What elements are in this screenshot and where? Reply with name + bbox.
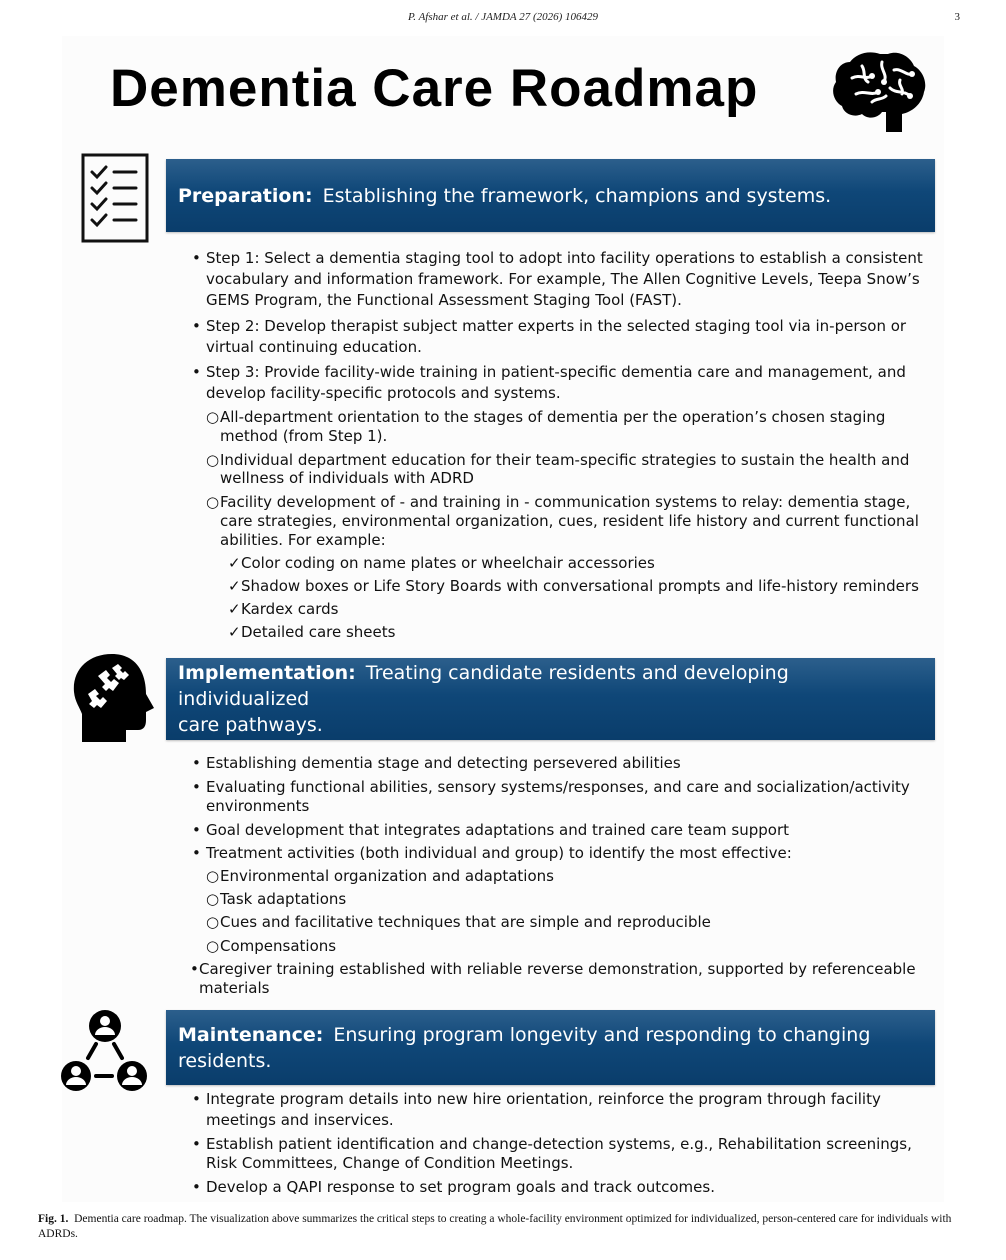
checklist-icon bbox=[80, 152, 150, 244]
maintenance-text-line1: Ensuring program longevity and responding to changing bbox=[333, 1023, 871, 1046]
sub-bullet: ○ bbox=[206, 493, 220, 511]
bullet: • bbox=[192, 754, 201, 772]
sub-bullet: ○ bbox=[206, 890, 220, 908]
running-head: P. Afshar et al. / JAMDA 27 (2026) 106429 bbox=[407, 11, 599, 23]
check-mark-icon: ✓ bbox=[228, 600, 241, 618]
caption-text: Dementia care roadmap. The visualization above summarizes the critical steps to creating a whole-facility environment optimized for individualized, person-centered care for individuals with ADRDs. bbox=[38, 1213, 952, 1240]
implementation-label: Implementation: bbox=[178, 662, 356, 684]
sub-bullet: ○ bbox=[206, 937, 220, 955]
sub3-line2: care strategies, environmental organization, cues, resident life history and current functional bbox=[220, 512, 919, 530]
bullet: • bbox=[190, 960, 199, 978]
sub-bullet: ○ bbox=[206, 867, 220, 885]
bullet: • bbox=[192, 317, 201, 335]
figure-caption bbox=[38, 1212, 968, 1242]
step1-line3: GEMS Program, the Functional Assessment Staging Tool (FAST). bbox=[206, 291, 682, 309]
caption-label: Fig. 1. bbox=[38, 1213, 69, 1225]
preparation-banner bbox=[166, 159, 935, 232]
sub1-line1: All-department orientation to the stages of dementia per the operation’s chosen staging bbox=[220, 408, 886, 426]
bullet: • bbox=[192, 844, 201, 862]
implementation-text-line1: Treating candidate residents and developing individualized bbox=[178, 662, 789, 710]
bullet: • bbox=[192, 249, 201, 267]
sub-bullet: ○ bbox=[206, 913, 220, 931]
maint-bullet-2-line1: Establish patient identification and change-detection systems, e.g., Rehabilitation screenings, bbox=[206, 1135, 912, 1153]
maintenance-banner bbox=[166, 1010, 935, 1085]
check-item-3: Kardex cards bbox=[241, 600, 339, 618]
maintenance-label: Maintenance: bbox=[178, 1023, 324, 1046]
bullet: • bbox=[192, 1135, 201, 1153]
sub2-line1: Individual department education for their team-specific strategies to sustain the health and bbox=[220, 451, 910, 469]
bullet: • bbox=[192, 1090, 201, 1108]
check-mark-icon: ✓ bbox=[228, 577, 241, 595]
step2-line2: virtual continuing education. bbox=[206, 338, 422, 356]
implementation-banner bbox=[166, 658, 935, 740]
check-item-4: Detailed care sheets bbox=[241, 623, 396, 641]
step3-line2: develop facility-specific protocols and systems. bbox=[206, 384, 561, 402]
sub2-line2: wellness of individuals with ADRD bbox=[220, 469, 474, 487]
step3-line1: Step 3: Provide facility-wide training in patient-specific dementia care and management, and bbox=[206, 363, 906, 381]
maint-bullet-2-line2: Risk Committees, Change of Condition Meetings. bbox=[206, 1154, 574, 1172]
head-puzzle-icon bbox=[68, 650, 158, 746]
impl-sub-1: Environmental organization and adaptations bbox=[220, 867, 554, 885]
sub3-line1: Facility development of - and training in - communication systems to relay: dementia stage, bbox=[220, 493, 911, 511]
bullet: • bbox=[192, 778, 201, 796]
sub3-line3: abilities. For example: bbox=[220, 531, 386, 549]
check-mark-icon: ✓ bbox=[228, 623, 241, 641]
impl-bullet-4: Treatment activities (both individual and group) to identify the most effective: bbox=[206, 844, 792, 862]
check-item-2: Shadow boxes or Life Story Boards with conversational prompts and life-history reminders bbox=[241, 577, 919, 595]
people-network-icon bbox=[60, 1008, 150, 1094]
step1-line2: vocabulary and information framework. For example, The Allen Cognitive Levels, Teepa Snow’s bbox=[206, 270, 920, 288]
sub-bullet: ○ bbox=[206, 451, 220, 469]
maint-bullet-3: Develop a QAPI response to set program goals and track outcomes. bbox=[206, 1178, 715, 1196]
maintenance-text-line2: residents. bbox=[178, 1049, 272, 1072]
check-item-1: Color coding on name plates or wheelchair accessories bbox=[241, 554, 655, 572]
figure-title: Dementia Care Roadmap bbox=[110, 59, 759, 118]
step1-line1: Step 1: Select a dementia staging tool to adopt into facility operations to establish a consistent bbox=[206, 249, 923, 267]
impl-sub-3: Cues and facilitative techniques that are simple and reproducible bbox=[220, 913, 711, 931]
impl-bullet-5-line1: Caregiver training established with reliable reverse demonstration, supported by referenceable bbox=[199, 960, 916, 978]
impl-bullet-3: Goal development that integrates adaptations and trained care team support bbox=[206, 821, 790, 839]
impl-bullet-5-line2: materials bbox=[199, 979, 270, 997]
check-mark-icon: ✓ bbox=[228, 554, 241, 572]
impl-sub-4: Compensations bbox=[220, 937, 337, 955]
bullet: • bbox=[192, 363, 201, 381]
sub1-line2: method (from Step 1). bbox=[220, 427, 388, 445]
preparation-label: Preparation: bbox=[178, 184, 313, 207]
impl-sub-2: Task adaptations bbox=[220, 890, 347, 908]
impl-bullet-2-line1: Evaluating functional abilities, sensory systems/responses, and care and socialization/activity bbox=[206, 778, 910, 796]
maint-bullet-1-line1: Integrate program details into new hire orientation, reinforce the program through facility bbox=[206, 1090, 881, 1108]
impl-bullet-2-line2: environments bbox=[206, 797, 310, 815]
bullet: • bbox=[192, 1178, 201, 1196]
page-number: 3 bbox=[954, 11, 960, 23]
maint-bullet-1-line2: meetings and inservices. bbox=[206, 1111, 394, 1129]
preparation-text: Establishing the framework, champions and systems. bbox=[322, 184, 832, 207]
brain-icon bbox=[832, 48, 928, 134]
implementation-text-line2: care pathways. bbox=[178, 714, 323, 736]
bullet: • bbox=[192, 821, 201, 839]
impl-bullet-1: Establishing dementia stage and detecting persevered abilities bbox=[206, 754, 681, 772]
step2-line1: Step 2: Develop therapist subject matter experts in the selected staging tool via in-person or bbox=[206, 317, 907, 335]
sub-bullet: ○ bbox=[206, 408, 220, 426]
